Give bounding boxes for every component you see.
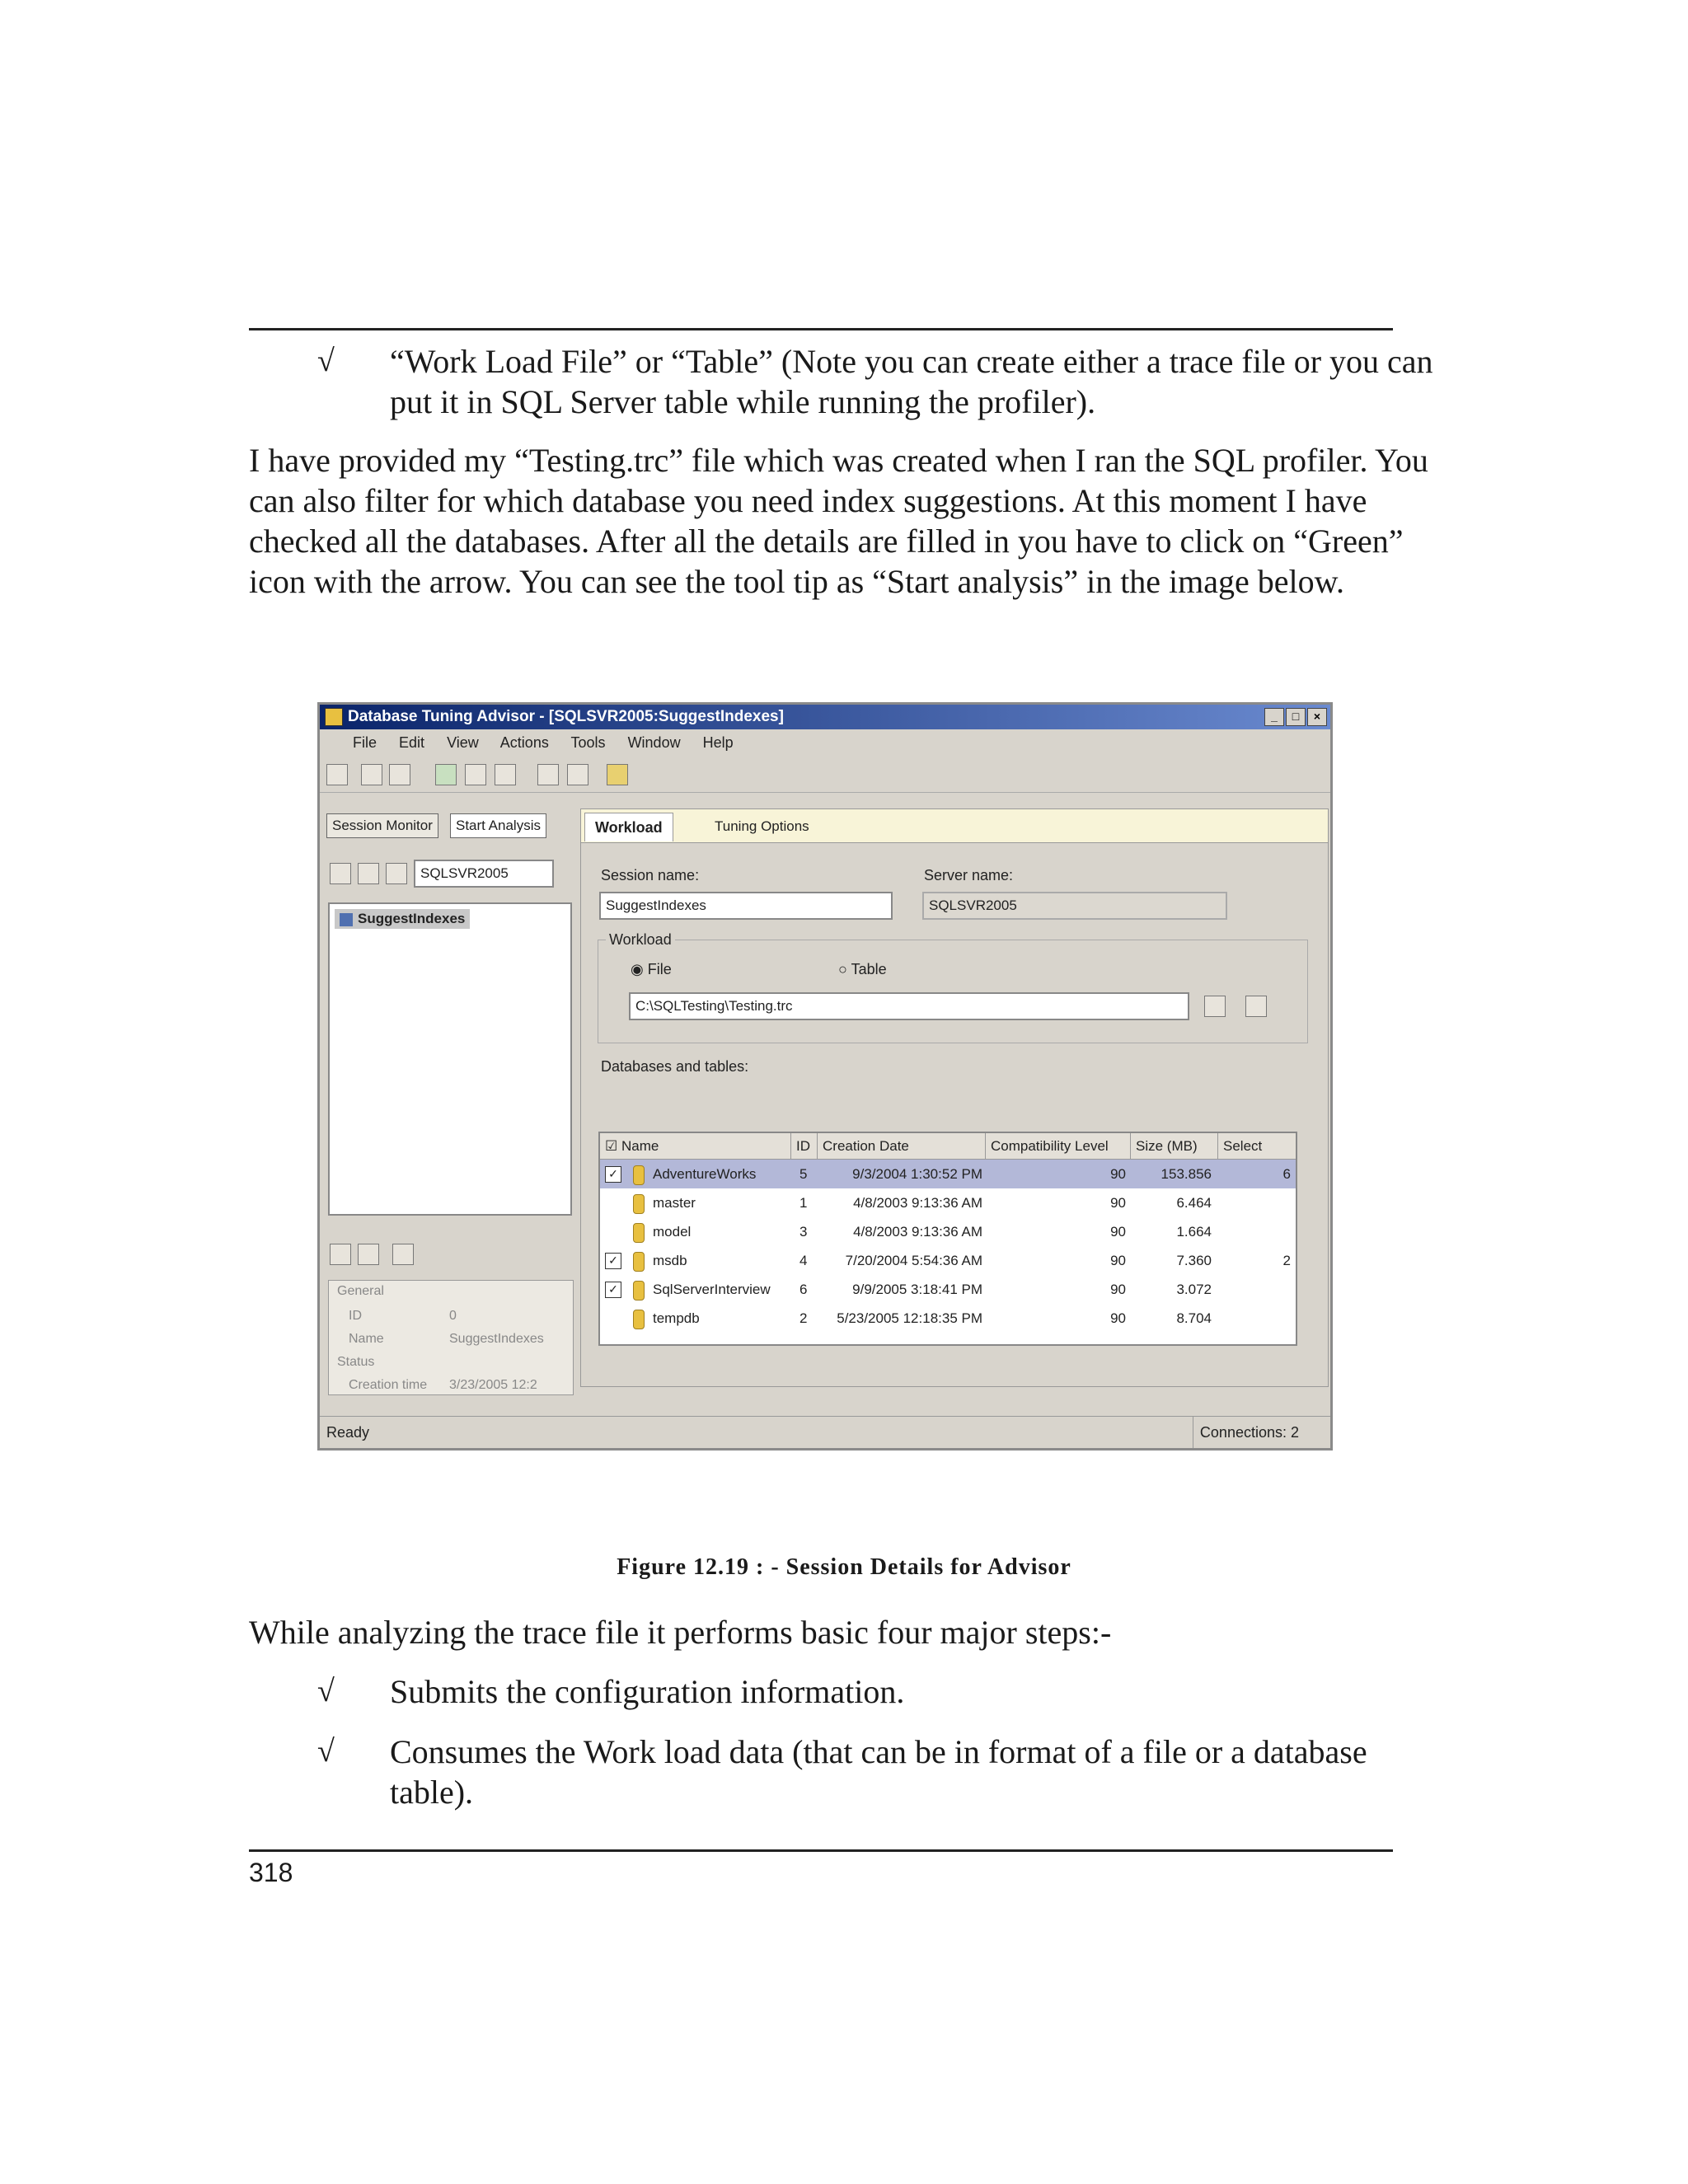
step-2-line-1: Consumes the Work load data (that can be in format of a file or a database — [390, 1733, 1367, 1770]
menu-tools[interactable]: Tools — [570, 734, 606, 751]
databases-label: Databases and tables: — [601, 1058, 749, 1075]
database-icon — [633, 1281, 645, 1301]
database-icon — [633, 1252, 645, 1272]
cell-level: 90 — [1110, 1282, 1126, 1297]
cell-size: 8.704 — [1176, 1310, 1212, 1326]
after-paragraph: While analyzing the trace file it performs basic four major steps:- — [249, 1614, 1112, 1651]
step-2-line-2: table). — [390, 1774, 474, 1811]
cell-name: msdb — [653, 1253, 687, 1268]
tab-workload[interactable]: Workload — [584, 813, 673, 841]
refresh-icon[interactable] — [386, 863, 407, 884]
radio-table[interactable] — [838, 961, 887, 978]
step-check: √ — [317, 1674, 335, 1708]
paragraph-line: icon with the arrow. You can see the tool tip as “Start analysis” in the image below. — [249, 563, 1344, 600]
window-title: Database Tuning Advisor - [SQLSVR2005:SuggestIndexes] — [348, 708, 784, 725]
view-icon[interactable] — [537, 764, 559, 785]
database-icon — [633, 1194, 645, 1214]
help-icon[interactable] — [607, 764, 628, 785]
page-number: 318 — [249, 1858, 293, 1887]
close-button[interactable]: × — [1307, 708, 1327, 726]
stop-icon[interactable] — [465, 764, 486, 785]
table-row[interactable] — [600, 1275, 1297, 1304]
database-icon — [633, 1223, 645, 1243]
radio-table-dot: ○ — [838, 961, 851, 977]
session-tree — [328, 902, 572, 1216]
cell-size: 153.856 — [1160, 1166, 1212, 1182]
cell-date: 4/8/2003 9:13:36 AM — [853, 1224, 982, 1240]
alphabetical-icon[interactable] — [358, 1244, 379, 1265]
prop-creation: Creation time — [349, 1378, 428, 1392]
step-check: √ — [317, 1734, 335, 1769]
cell-date: 5/23/2005 12:18:35 PM — [837, 1310, 982, 1326]
row-checkbox[interactable]: ✓ — [605, 1166, 621, 1183]
workload-group — [598, 940, 1308, 1043]
cell-id: 4 — [799, 1253, 808, 1268]
status-bar — [320, 1416, 1330, 1448]
menu-help[interactable]: Help — [702, 734, 734, 751]
prop-status: Status — [337, 1355, 375, 1369]
prop-name-value: SuggestIndexes — [449, 1332, 544, 1346]
categorized-icon[interactable] — [330, 1244, 351, 1265]
new-session-icon[interactable] — [326, 764, 348, 785]
cell-id: 3 — [799, 1224, 808, 1240]
menu-view[interactable]: View — [447, 734, 479, 751]
property-pages-icon[interactable] — [392, 1244, 414, 1265]
grid-header-select: Select — [1218, 1133, 1297, 1160]
step-1-line-1: Submits the configuration information. — [390, 1673, 905, 1710]
cell-name: AdventureWorks — [653, 1166, 757, 1182]
header-name-label: Name — [621, 1138, 659, 1154]
grid-header-date: Creation Date — [818, 1133, 986, 1160]
tab-session-monitor[interactable]: Session Monitor — [326, 813, 438, 838]
title-bar — [320, 705, 1330, 729]
menu-file[interactable]: File — [353, 734, 377, 751]
session-name-input[interactable]: SuggestIndexes — [599, 892, 893, 920]
menu-bar — [320, 729, 1330, 756]
server-name-field: SQLSVR2005 — [922, 892, 1227, 920]
prop-id-value: 0 — [449, 1309, 457, 1323]
cell-size: 7.360 — [1176, 1253, 1212, 1268]
open-icon[interactable] — [361, 764, 382, 785]
grid-header-level: Compatibility Level — [986, 1133, 1131, 1160]
status-connections: Connections: 2 — [1193, 1417, 1306, 1448]
cell-level: 90 — [1110, 1195, 1126, 1211]
database-icon — [633, 1310, 645, 1329]
cell-size: 1.664 — [1176, 1224, 1212, 1240]
cell-id: 2 — [799, 1310, 808, 1326]
radio-file-dot: ◉ — [631, 961, 648, 977]
grid-header-name — [600, 1133, 791, 1160]
tab-start-analysis[interactable]: Start Analysis — [450, 813, 546, 838]
maximize-button[interactable]: □ — [1286, 708, 1306, 726]
server-name-label: Server name: — [924, 867, 1014, 883]
bottom-rule — [249, 1849, 1393, 1852]
session-name-label: Session name: — [601, 867, 700, 883]
paragraph-line: can also filter for which database you need index suggestions. At this moment I have — [249, 482, 1367, 519]
paragraph-line: checked all the databases. After all the details are filled in you have to click on “Green” — [249, 523, 1404, 560]
tree-item-suggestindexes[interactable] — [335, 909, 470, 929]
minimize-button[interactable]: _ — [1264, 708, 1284, 726]
cell-id: 6 — [799, 1282, 808, 1297]
cell-size: 6.464 — [1176, 1195, 1212, 1211]
save-icon[interactable] — [389, 764, 410, 785]
cell-name: tempdb — [653, 1310, 700, 1326]
cell-level: 90 — [1110, 1224, 1126, 1240]
database-icon — [633, 1165, 645, 1185]
prop-general: General — [337, 1284, 384, 1298]
table-row[interactable] — [600, 1217, 1297, 1246]
cell-date: 7/20/2004 5:54:36 AM — [845, 1253, 982, 1268]
cell-name: master — [653, 1195, 696, 1211]
table-row[interactable] — [600, 1160, 1297, 1188]
header-check: ☑ — [605, 1138, 621, 1154]
radio-file[interactable] — [631, 961, 672, 978]
disconnect-icon[interactable] — [358, 863, 379, 884]
cell-level: 90 — [1110, 1253, 1126, 1268]
cell-name: model — [653, 1224, 692, 1240]
connect-icon[interactable] — [330, 863, 351, 884]
cancel-icon[interactable] — [495, 764, 516, 785]
prop-name-label: Name — [349, 1332, 384, 1346]
menu-window[interactable]: Window — [627, 734, 681, 751]
prop-id-label: ID — [349, 1309, 362, 1323]
row-checkbox[interactable]: ✓ — [605, 1282, 621, 1298]
property-grid — [328, 1280, 574, 1395]
browse-file-icon[interactable] — [1204, 996, 1226, 1017]
app-icon — [325, 708, 343, 726]
bullet-check: √ — [317, 344, 335, 378]
paragraph-line: I have provided my “Testing.trc” file which was created when I ran the SQL profiler. You — [249, 442, 1428, 479]
cell-id: 1 — [799, 1195, 808, 1211]
cell-id: 5 — [799, 1166, 808, 1182]
databases-grid — [598, 1132, 1297, 1346]
radio-table-label: Table — [851, 961, 887, 977]
cell-date: 9/3/2004 1:30:52 PM — [852, 1166, 982, 1182]
prop-creation-value: 3/23/2005 12:2 — [449, 1378, 537, 1392]
tree-item-label: SuggestIndexes — [358, 911, 466, 926]
bullet-line-1: “Work Load File” or “Table” (Note you can create either a trace file or you can — [390, 343, 1433, 380]
cell-date: 9/9/2005 3:18:41 PM — [852, 1282, 982, 1297]
cell-date: 4/8/2003 9:13:36 AM — [853, 1195, 982, 1211]
table-row[interactable] — [600, 1246, 1297, 1275]
cell-select: 6 — [1282, 1166, 1291, 1182]
row-checkbox[interactable]: ✓ — [605, 1253, 621, 1269]
figure-caption: Figure 12.19 : - Session Details for Advisor — [617, 1554, 1071, 1580]
toolbar — [320, 756, 1330, 793]
table-row[interactable] — [600, 1304, 1297, 1333]
tuning-advisor-screenshot — [317, 702, 1333, 1451]
start-analysis-icon[interactable] — [435, 764, 457, 785]
workload-group-label: Workload — [606, 931, 675, 949]
cell-size: 3.072 — [1176, 1282, 1212, 1297]
workload-path-input[interactable]: C:\SQLTesting\Testing.trc — [629, 992, 1189, 1020]
menu-actions[interactable]: Actions — [499, 734, 549, 751]
server-combo[interactable]: SQLSVR2005 — [414, 860, 554, 888]
cell-level: 90 — [1110, 1310, 1126, 1326]
report-icon[interactable] — [567, 764, 588, 785]
cell-level: 90 — [1110, 1166, 1126, 1182]
top-rule — [249, 328, 1393, 330]
radio-file-label: File — [647, 961, 672, 977]
status-ready: Ready — [326, 1424, 370, 1441]
cell-select: 2 — [1282, 1253, 1291, 1268]
menu-edit[interactable]: Edit — [399, 734, 425, 751]
grid-header-id: ID — [791, 1133, 818, 1160]
grid-header-size: Size (MB) — [1131, 1133, 1218, 1160]
session-icon — [340, 913, 353, 926]
browse-table-icon[interactable] — [1245, 996, 1267, 1017]
tab-strip — [581, 809, 1328, 843]
cell-name: SqlServerInterview — [653, 1282, 771, 1297]
tab-tuning-options[interactable]: Tuning Options — [715, 818, 809, 834]
table-row[interactable] — [600, 1188, 1297, 1217]
bullet-line-2: put it in SQL Server table while running the profiler). — [390, 383, 1096, 420]
